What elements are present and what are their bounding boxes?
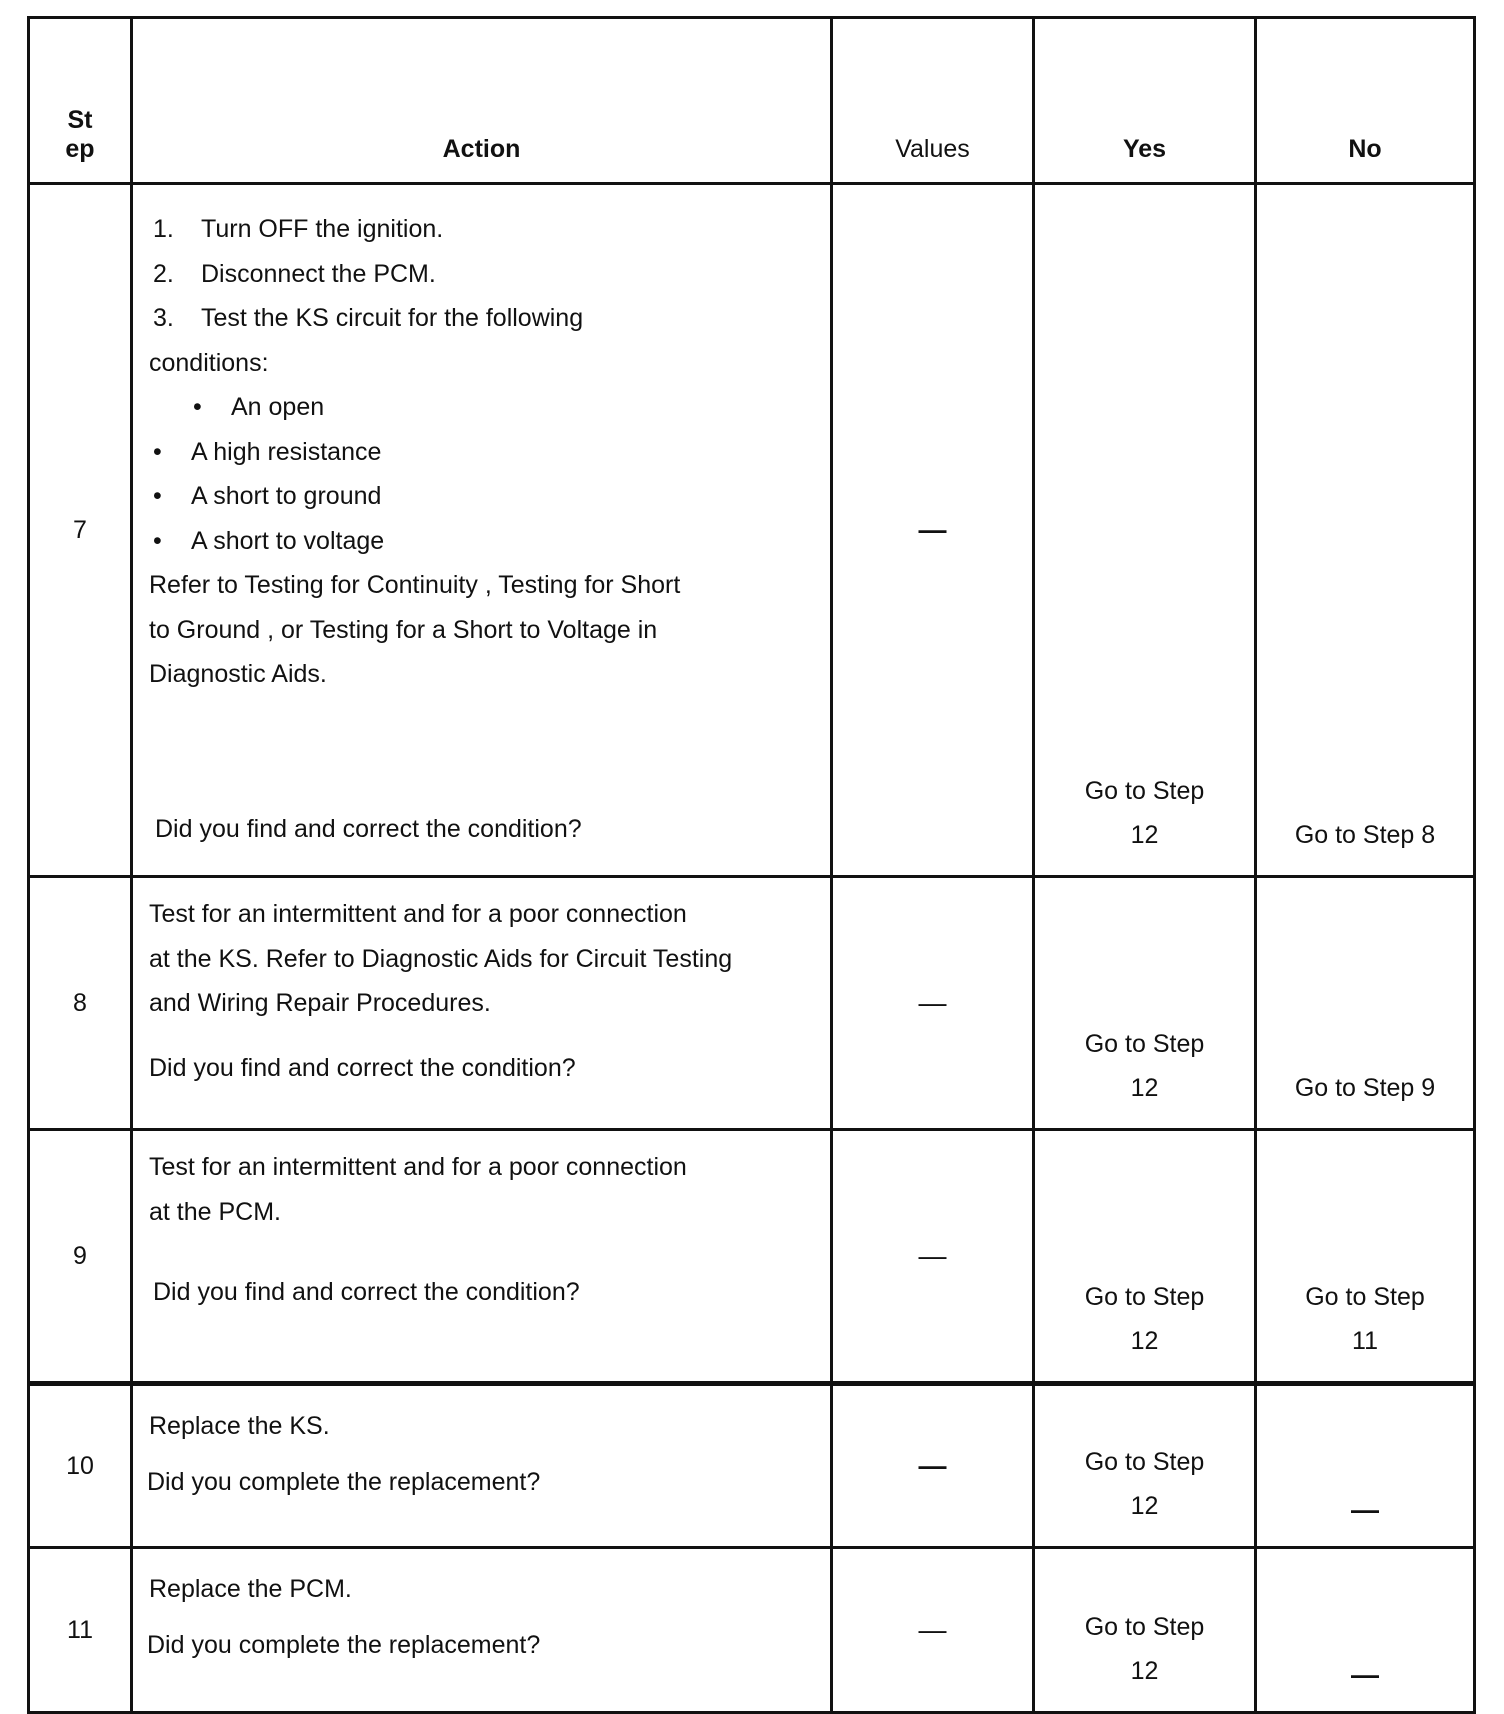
- bullet-item: • A high resistance: [153, 437, 382, 466]
- action-cell: [132, 1548, 832, 1713]
- action-question: Did you find and correct the condition?: [149, 1053, 576, 1082]
- yes-cell: Go to Step 12: [1034, 1130, 1256, 1384]
- step-number: 9: [29, 1130, 132, 1384]
- values-cell: —: [832, 184, 1034, 877]
- action-cell: [132, 1130, 832, 1384]
- yes-cell: Go to Step 12: [1034, 877, 1256, 1130]
- action-item: 1. Turn OFF the ignition.: [153, 215, 444, 243]
- action-question: Did you complete the replacement?: [147, 1468, 541, 1496]
- action-line: at the PCM.: [149, 1197, 281, 1226]
- action-line: Test for an intermittent and for a poor connection: [149, 900, 687, 928]
- header-values: Values: [832, 18, 1034, 184]
- header-step-line1: St: [67, 106, 93, 134]
- action-item: 3. Test the KS circuit for the following: [153, 304, 584, 332]
- action-question: Did you complete the replacement?: [147, 1631, 541, 1659]
- yes-cell: Go to Step 12: [1034, 184, 1256, 877]
- no-cell: —: [1256, 1548, 1475, 1713]
- values-cell: —: [832, 1384, 1034, 1548]
- header-yes: Yes: [1034, 18, 1256, 184]
- step-number: 11: [29, 1548, 132, 1713]
- header-no: No: [1256, 18, 1475, 184]
- header-action: Action: [132, 18, 832, 184]
- refer-line: Refer to Testing for Continuity , Testing for Short: [149, 571, 681, 599]
- table-row-step-10: [29, 1384, 1475, 1548]
- step-number: 8: [29, 877, 132, 1130]
- table-row-step-9: [29, 1130, 1475, 1384]
- no-cell: —: [1256, 1384, 1475, 1548]
- action-line: Replace the PCM.: [149, 1575, 352, 1603]
- action-continuation: conditions:: [149, 348, 269, 377]
- action-cell: [132, 1384, 832, 1548]
- values-cell: —: [832, 1548, 1034, 1713]
- action-cell: [132, 877, 832, 1130]
- refer-line: Diagnostic Aids.: [149, 660, 327, 688]
- header-row: [29, 18, 1475, 184]
- action-question: Did you find and correct the condition?: [155, 814, 582, 843]
- yes-cell: Go to Step 12: [1034, 1384, 1256, 1548]
- table-row-step-11: [29, 1548, 1475, 1713]
- no-cell: Go to Step 8: [1256, 184, 1475, 877]
- header-step-line2: ep: [65, 135, 95, 163]
- no-cell: Go to Step 9: [1256, 877, 1475, 1130]
- bullet-item: • A short to ground: [153, 482, 382, 510]
- action-line: Test for an intermittent and for a poor connection: [149, 1153, 687, 1181]
- values-cell: —: [832, 1130, 1034, 1384]
- yes-cell: Go to Step 12: [1034, 1548, 1256, 1713]
- no-cell: Go to Step 11: [1256, 1130, 1475, 1384]
- step-number: 7: [29, 184, 132, 877]
- action-line: and Wiring Repair Procedures.: [149, 989, 491, 1017]
- action-line: at the KS. Refer to Diagnostic Aids for Circuit Testing: [149, 944, 733, 973]
- action-question: Did you find and correct the condition?: [153, 1278, 580, 1306]
- table-row-step-8: [29, 877, 1475, 1130]
- values-cell: —: [832, 877, 1034, 1130]
- action-line: Replace the KS.: [149, 1412, 330, 1440]
- header-step: [29, 18, 132, 184]
- bullet-item: • A short to voltage: [153, 526, 385, 555]
- action-cell: [132, 184, 832, 877]
- step-number: 10: [29, 1384, 132, 1548]
- action-item: 2. Disconnect the PCM.: [153, 259, 436, 288]
- diagnostic-table: [27, 16, 1476, 1714]
- bullet-item: • An open: [193, 393, 325, 421]
- table-row-step-7: [29, 184, 1475, 877]
- refer-line: to Ground , or Testing for a Short to Voltage in: [149, 615, 658, 644]
